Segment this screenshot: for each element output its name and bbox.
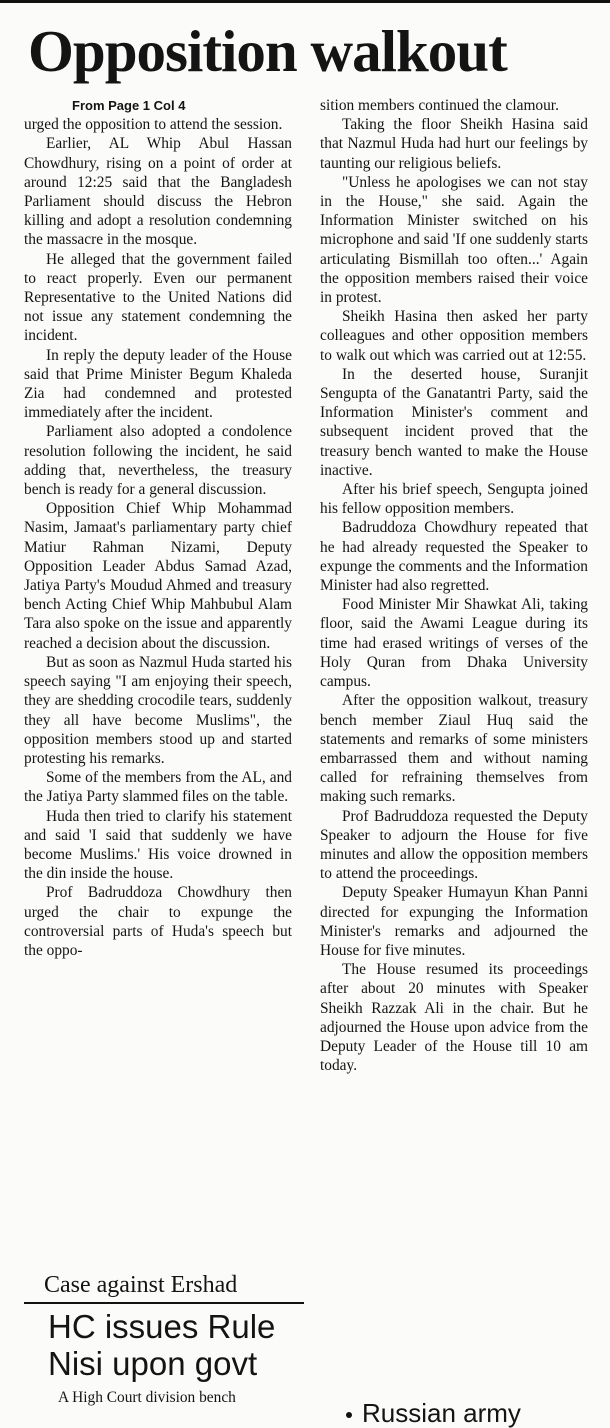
- paragraph: Badruddoza Chowdhury repeated that he had already requested the Speaker to expunge the comments and the Information Minister had also regretted.: [320, 519, 588, 595]
- next-story-fragment: [346, 1398, 586, 1428]
- second-story-headline-line1: HC issues Rule: [48, 1308, 276, 1345]
- second-story-lead: A High Court division bench: [58, 1389, 236, 1406]
- second-story-kicker: Case against Ershad: [24, 1270, 304, 1304]
- paragraph: Some of the members from the AL, and the Jatiya Party slammed files on the table.: [24, 769, 292, 806]
- paragraph: "Unless he apologises we can not stay in the House," she said. Again the Information Minister switched on his microphone and said 'If one suddenly starts articulating Bismillah too often...' Again the opposition members raised their voice in protest.: [320, 173, 588, 307]
- next-story-headline: Russian army: [362, 1398, 521, 1428]
- paragraph: Sheikh Hasina then asked her party colleagues and other opposition members to walk out which was carried out at 12:55.: [320, 308, 588, 364]
- jump-line: From Page 1 Col 4: [72, 98, 186, 113]
- paragraph: Prof Badruddoza Chowdhury then urged the chair to expunge the controversial parts of Huda's speech but the oppo-: [24, 884, 292, 959]
- second-story: [24, 1270, 304, 1407]
- paragraph: He alleged that the government failed to react properly. Even our permanent Representative to the United Nations did not issue any statement condemning the incident.: [24, 250, 292, 345]
- paragraph: But as soon as Nazmul Huda started his speech saying "I am enjoying their speech, they are shedding crocodile tears, suddenly they all have become Muslims", the opposition members stood up and started protesting his remarks.: [24, 653, 292, 767]
- paragraph: Food Minister Mir Shawkat Ali, taking floor, said the Awami League during its time had erased writings of verses of the Holy Quran from Dhaka University campus.: [320, 596, 588, 691]
- headline: Opposition walkout: [28, 18, 507, 84]
- paragraph: urged the opposition to attend the session.: [24, 116, 283, 134]
- paragraph: Earlier, AL Whip Abul Hassan Chowdhury, rising on a point of order at around 12:25 said that the Bangladesh Parliament should discuss the Hebron killing and adopt a resolution condemning the massacre in the mosque.: [24, 135, 292, 249]
- paragraph: Taking the floor Sheikh Hasina said that Nazmul Huda had hurt our feelings by taunting our religious beliefs.: [320, 116, 588, 172]
- paragraph: sition members continued the clamour.: [320, 97, 559, 114]
- paragraph: In the deserted house, Suranjit Sengupta of the Ganatantri Party, said the Information Minister's comment and subsequent incident proved that the treasury bench wanted to make the House inactive.: [320, 365, 588, 479]
- top-rule: [0, 0, 610, 3]
- paragraph: After his brief speech, Sengupta joined his fellow opposition members.: [320, 481, 588, 518]
- paragraph: Opposition Chief Whip Mohammad Nasim, Jamaat's parliamentary party chief Matiur Rahman Nizami, Deputy Opposition Leader Abdus Samad Azad, Jatiya Party's Moudud Ahmed and treasury bench Acting Chief Whip Mahbubul Alam Tara also spoke on the issue and apparently reached a decision about the discussion.: [24, 500, 292, 652]
- bullet-icon: [346, 1412, 352, 1418]
- paragraph: After the opposition walkout, treasury bench member Ziaul Huq said the statements and remarks of some ministers embarrassed them and without naming called for refraining themselves from making such remarks.: [320, 692, 588, 806]
- second-story-headline-line2: Nisi upon govt: [48, 1345, 258, 1382]
- article-column-right: [320, 96, 588, 1408]
- article-column-left: [24, 96, 292, 1268]
- paragraph: The House resumed its proceedings after about 20 minutes with Speaker Sheikh Razzak Ali in the chair. But he adjourned the House upon advice from the Deputy Leader of the House till 10 am today.: [320, 961, 588, 1075]
- paragraph: Prof Badruddoza requested the Deputy Speaker to adjourn the House for five minutes and allow the opposition members to attend the proceedings.: [320, 807, 588, 883]
- paragraph: Parliament also adopted a condolence resolution following the incident, he said adding that, nevertheless, the treasury bench is ready for a general discussion.: [24, 423, 292, 499]
- paragraph: Deputy Speaker Humayun Khan Panni directed for expunging the Information Minister's remarks and adjourned the House for five minutes.: [320, 884, 588, 959]
- paragraph: Huda then tried to clarify his statement and said 'I said that suddenly we have become Muslims.' His voice drowned in the din inside the house.: [24, 807, 292, 883]
- paragraph: In reply the deputy leader of the House said that Prime Minister Begum Khaleda Zia had condemned and protested immediately after the incident.: [24, 346, 292, 422]
